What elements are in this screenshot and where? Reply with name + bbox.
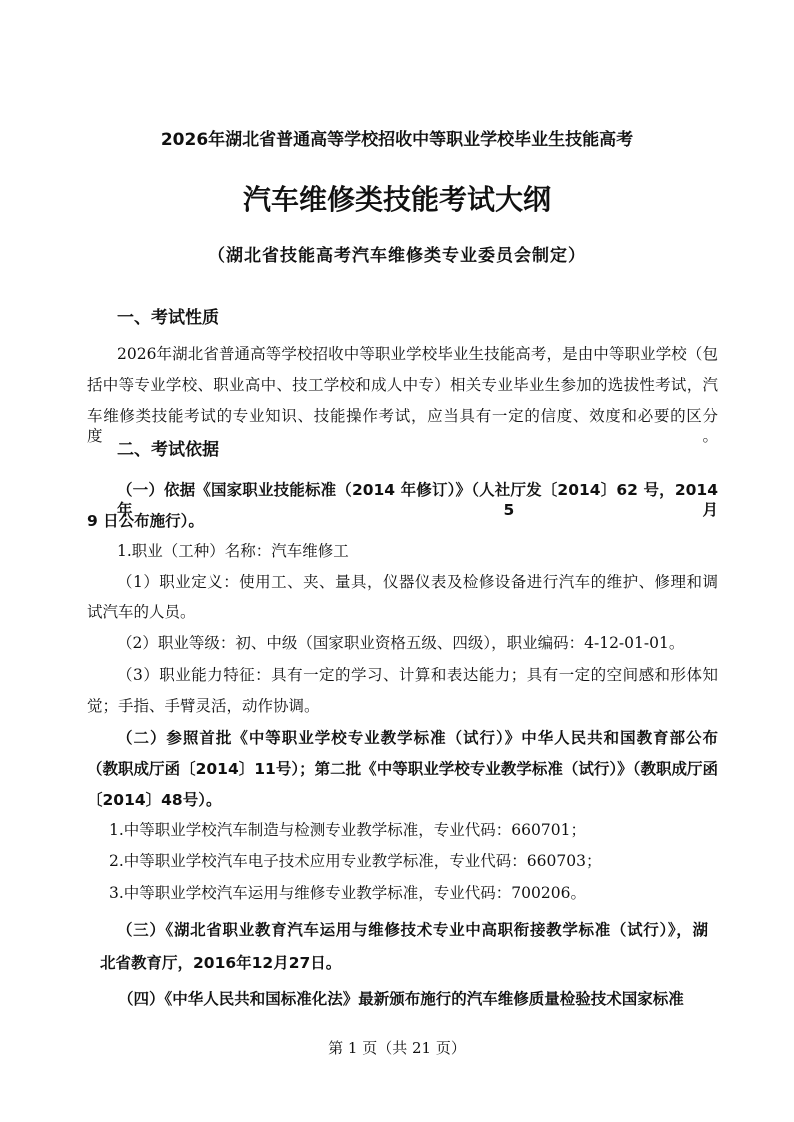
basis-3-line: （三）《湖北省职业教育汽车运用与维修技术专业中高职衔接教学标准（试行）》，湖 (117, 921, 708, 939)
paragraph-line: 括中等专业学校、职业高中、技工学校和成人中专）相关专业毕业生参加的选拔性考试，汽 (87, 376, 718, 394)
standard-item: 2.中等职业学校汽车电子技术应用专业教学标准，专业代码：660703； (109, 852, 602, 870)
basis-2-line: （二）参照首批《中等职业学校专业教学标准（试行）》中华人民共和国教育部公布 (117, 729, 718, 747)
basis-4-line: （四）《中华人民共和国标准化法》最新颁布施行的汽车维修质量检验技术国家标准 (118, 990, 684, 1008)
occupation-name: 1.职业（工种）名称：汽车维修工 (117, 542, 349, 560)
standard-item: 3.中等职业学校汽车运用与维修专业教学标准，专业代码：700206。 (109, 884, 586, 902)
occupation-definition: （1）职业定义：使用工、夹、量具，仪器仪表及检修设备进行汽车的维护、修理和调 (117, 573, 718, 591)
standard-item: 1.中等职业学校汽车制造与检测专业教学标准，专业代码：660701； (109, 821, 586, 839)
basis-2-line: 〔2014〕48号）。 (87, 791, 222, 809)
paragraph-line: 2026年湖北省普通高等学校招收中等职业学校毕业生技能高考，是由中等职业学校（包 (117, 345, 718, 363)
occupation-definition: 试汽车的人员。 (87, 603, 196, 621)
header-line: 2026年湖北省普通高等学校招收中等职业学校毕业生技能高考 (160, 130, 634, 150)
basis-2-line: （教职成厅函〔2014〕11号）；第二批《中等职业学校专业教学标准（试行）》（教职成厅函 (87, 760, 718, 778)
occupation-ability: 觉；手指、手臂灵活，动作协调。 (87, 697, 320, 715)
occupation-level: （2）职业等级：初、中级（国家职业资格五级、四级），职业编码：4-12-01-01。 (117, 634, 685, 652)
basis-1-line: （一）依据《国家职业技能标准（2014 年修订）》（人社厅发〔2014〕62 号，2014年 5 月 (117, 481, 718, 519)
basis-3-line: 北省教育厅，2016年12月27日。 (100, 954, 342, 972)
basis-1-line: 9 日公布施行）。 (87, 512, 204, 530)
document-subtitle: （湖北省技能高考汽车维修类专业委员会制定） (208, 246, 586, 266)
page-footer: 第 1 页（共 21 页） (328, 1039, 466, 1057)
paragraph-line: 车维修类技能考试的专业知识、技能操作考试，应当具有一定的信度、效度和必要的区分度。 (87, 407, 718, 445)
section-heading-nature: 一、考试性质 (117, 308, 219, 328)
occupation-ability: （3）职业能力特征：具有一定的学习、计算和表达能力；具有一定的空间感和形体知 (117, 666, 718, 684)
document-title: 汽车维修类技能考试大纲 (242, 183, 551, 216)
section-heading-basis: 二、考试依据 (117, 440, 219, 460)
